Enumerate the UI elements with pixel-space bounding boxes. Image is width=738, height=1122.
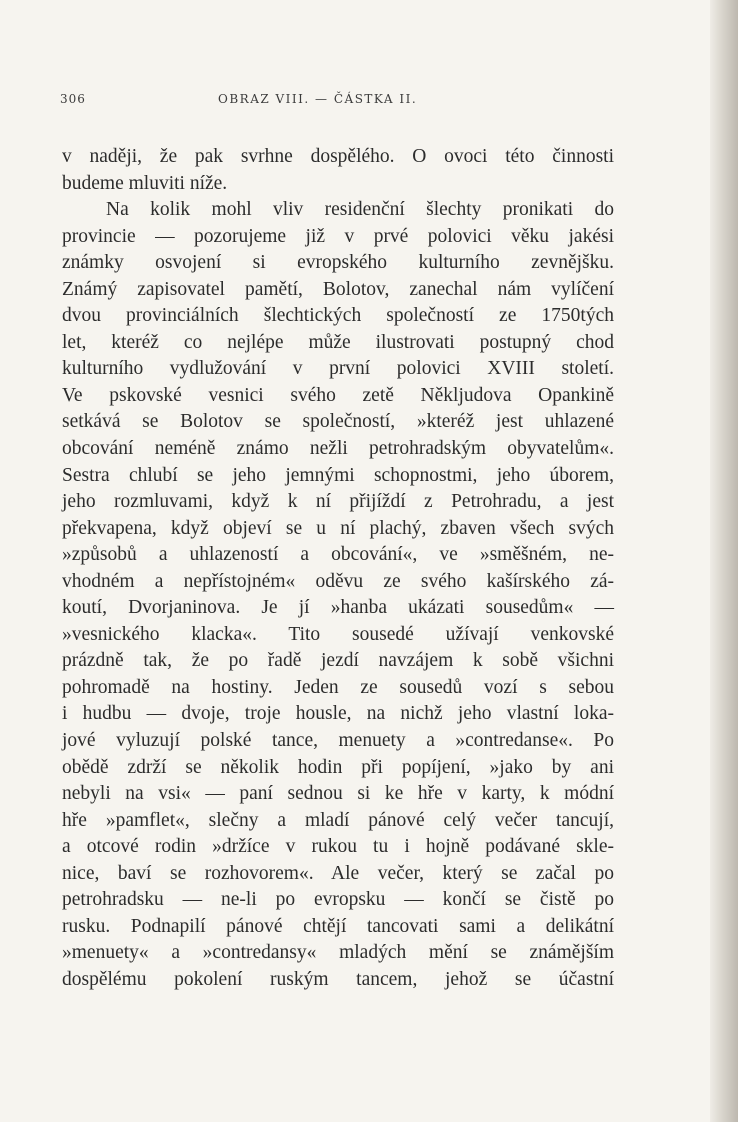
text-line: Sestra chlubí se jeho jemnými schopnostmi, jeho úborem, — [62, 464, 614, 486]
text-line: i hudbu — dvoje, troje housle, na nichž jeho vlastní loka- — [62, 703, 614, 725]
text-line: dvou provinciálních šlechtických společností ze 1750tých — [62, 305, 614, 327]
text-line: v naději, že pak svrhne dospělého. O ovoci této činnosti — [62, 146, 614, 167]
text-line: překvapena, když objeví se u ní plachý, zbaven všech svých — [62, 517, 614, 539]
page-header — [60, 92, 680, 114]
text-line: Ve pskovské vesnici svého zetě Někljudova Opankině — [62, 384, 614, 406]
page-number: 306 — [60, 92, 86, 106]
text-line: Na kolik mohl vliv residenční šlechty pronikati do — [106, 199, 614, 221]
text-line: známky osvojení si evropského kulturního zevnějšku. — [62, 252, 614, 274]
text-line: setkává se Bolotov se společností, »kteréž jest uhlazené — [62, 411, 614, 433]
text-line: koutí, Dvorjaninova. Je jí »hanba ukázati sousedům« — — [62, 597, 614, 619]
body-text — [62, 144, 614, 994]
text-line: pohromadě na hostiny. Jeden ze sousedů vozí s sebou — [62, 676, 614, 698]
text-line: obcování neméně známo nežli petrohradským obyvatelům«. — [62, 438, 614, 460]
running-head: OBRAZ VIII. — ČÁSTKA II. — [218, 92, 418, 106]
text-line: a otcové rodin »držíce v rukou tu i hojně podávané skle- — [62, 836, 614, 858]
text-line: provincie — pozorujeme již v prvé polovici věku jakési — [62, 225, 614, 247]
text-line: let, kteréž co nejlépe může ilustrovati postupný chod — [62, 331, 614, 353]
text-line: jové vyluzují polské tance, menuety a »contredanse«. Po — [62, 730, 614, 752]
text-line: petrohradsku — ne-li po evropsku — končí se čistě po — [62, 889, 614, 911]
text-line: prázdně tak, že po řadě jezdí navzájem k sobě všichni — [62, 650, 614, 672]
text-line: Známý zapisovatel pamětí, Bolotov, zanechal nám vylíčení — [62, 278, 614, 300]
text-line: »vesnického klacka«. Tito sousedé užívají venkovské — [62, 623, 614, 645]
text-line: budeme mluviti níže. — [62, 172, 228, 194]
text-line: jeho rozmluvami, když k ní přijíždí z Petrohradu, a jest — [62, 491, 614, 513]
text-line: rusku. Podnapilí pánové chtějí tancovati sami a delikátní — [62, 915, 614, 937]
text-line: »menuety« a »contredansy« mladých mění se známějším — [62, 942, 614, 964]
text-line: obědě zdrží se několik hodin při popíjení, »jako by ani — [62, 756, 614, 778]
text-line: vhodném a nepřístojném« oděvu ze svého kašírského zá- — [62, 570, 614, 592]
text-line: »způsobů a uhlazeností a obcování«, ve »směšném, ne- — [62, 544, 614, 566]
text-line: nebyli na vsi« — paní sednou si ke hře v karty, k módní — [62, 783, 614, 805]
text-line: dospělému pokolení ruským tancem, jehož se účastní — [62, 968, 614, 990]
text-line: hře »pamflet«, slečny a mladí pánové celý večer tancují, — [62, 809, 614, 831]
text-line: nice, baví se rozhovorem«. Ale večer, který se začal po — [62, 862, 614, 884]
text-line: kulturního vydlužování v první polovici XVIII století. — [62, 358, 614, 380]
page-gutter-shadow — [710, 0, 738, 1122]
